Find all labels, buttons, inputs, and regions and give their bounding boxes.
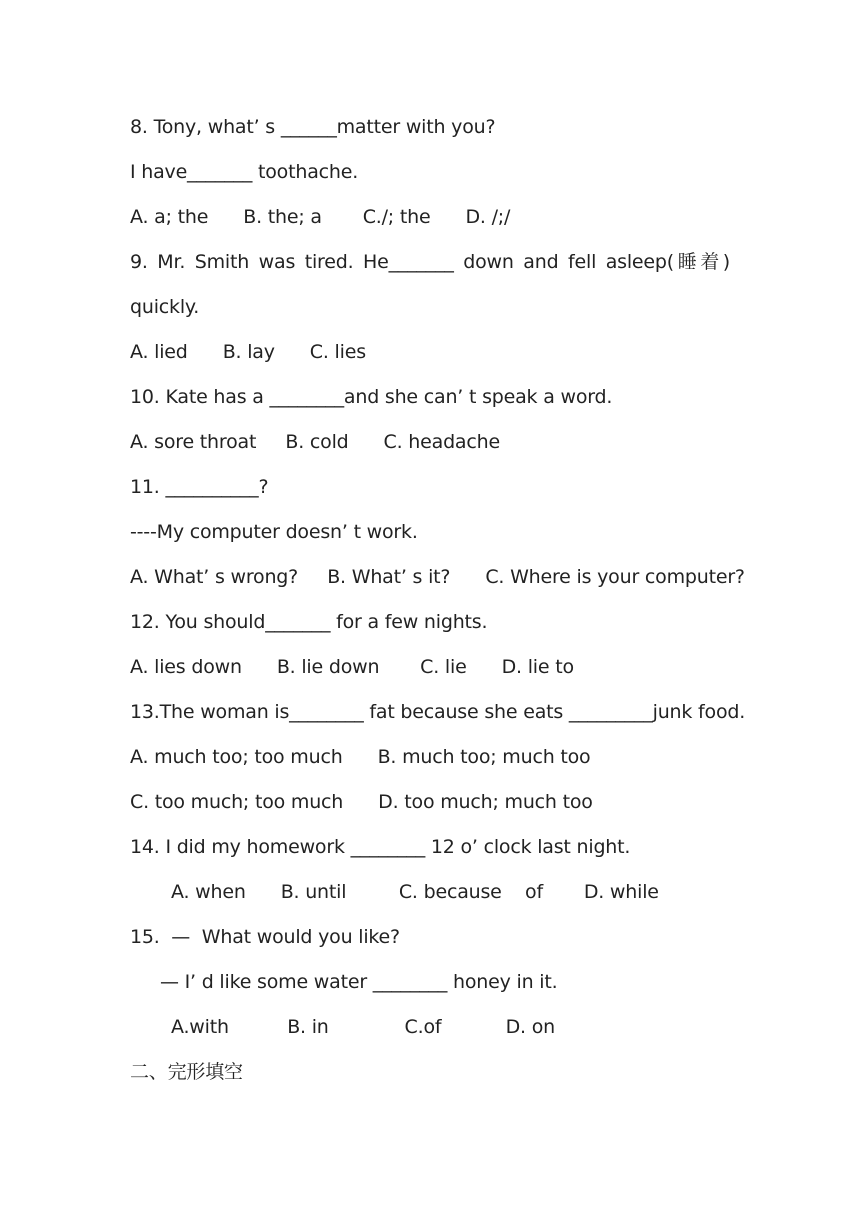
question-15-stem: 15. — What would you like? bbox=[130, 926, 400, 948]
question-12-options: A. lies down B. lie down C. lie D. lie to bbox=[130, 656, 574, 678]
question-15-response: — I’ d like some water ________ honey in it. bbox=[160, 971, 558, 993]
question-8-stem: 8. Tony, what’ s ______matter with you? bbox=[130, 116, 496, 138]
question-11-options: A. What’ s wrong? B. What’ s it? C. Where is your computer? bbox=[130, 566, 745, 588]
question-15-options: A.with B. in C.of D. on bbox=[171, 1016, 555, 1038]
question-10-options: A. sore throat B. cold C. headache bbox=[130, 431, 500, 453]
question-11-response: ----My computer doesn’ t work. bbox=[130, 521, 418, 543]
section-heading: 二、完形填空 bbox=[130, 1061, 243, 1083]
question-14-stem: 14. I did my homework ________ 12 o’ clock last night. bbox=[130, 836, 631, 858]
question-10-stem: 10. Kate has a ________and she can’ t speak a word. bbox=[130, 386, 613, 408]
question-8-response: I have_______ toothache. bbox=[130, 161, 359, 183]
question-11-stem: 11. __________? bbox=[130, 476, 269, 498]
question-13-options-cd: C. too much; too much D. too much; much too bbox=[130, 791, 593, 813]
question-13-options-ab: A. much too; too much B. much too; much too bbox=[130, 746, 591, 768]
question-9-stem-continued: quickly. bbox=[130, 296, 200, 318]
question-9-options: A. lied B. lay C. lies bbox=[130, 341, 366, 363]
question-13-stem: 13.The woman is________ fat because she eats _________junk food. bbox=[130, 701, 746, 723]
question-12-stem: 12. You should_______ for a few nights. bbox=[130, 611, 488, 633]
question-14-options: A. when B. until C. because of D. while bbox=[171, 881, 659, 903]
question-9-stem: 9. Mr. Smith was tired. He_______ down and fell asleep(睡着) bbox=[130, 251, 730, 273]
question-8-options: A. a; the B. the; a C./; the D. /;/ bbox=[130, 206, 511, 228]
